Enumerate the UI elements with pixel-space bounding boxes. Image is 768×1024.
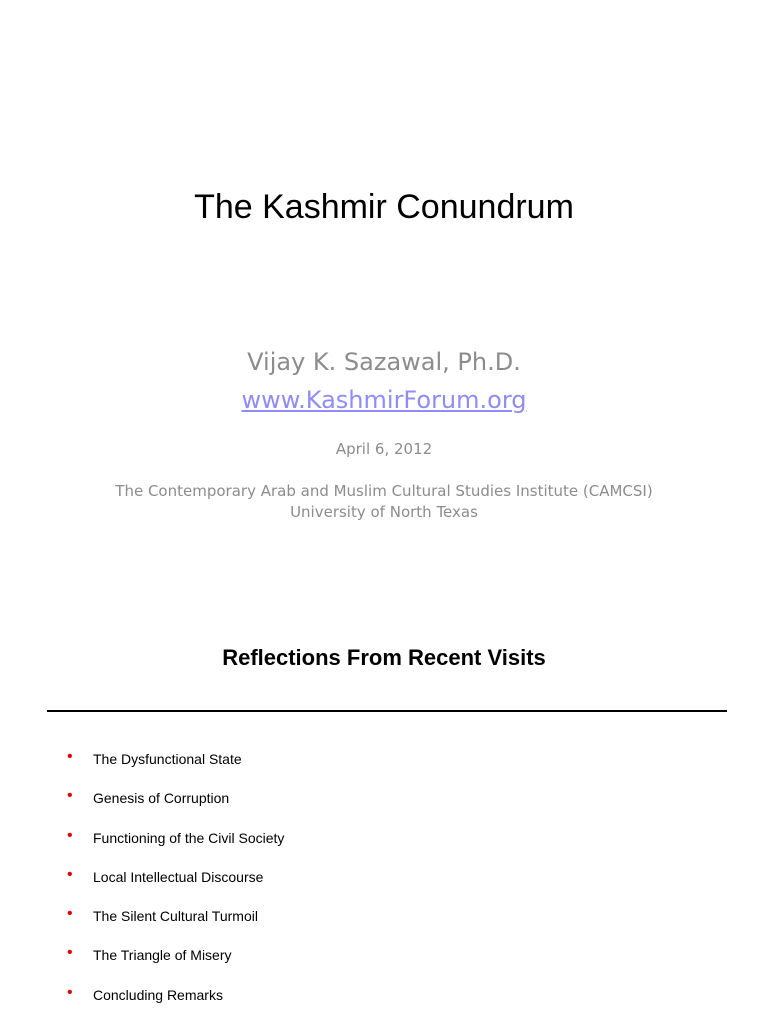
list-item-label: The Silent Cultural Turmoil <box>93 908 258 925</box>
website-line <box>0 382 768 418</box>
list-item <box>0 866 768 905</box>
list-item-label: Functioning of the Civil Society <box>93 829 285 846</box>
list-item <box>0 984 768 1023</box>
bullet-dot-icon: • <box>67 787 73 805</box>
topic-list <box>0 748 768 1023</box>
bullet-dot-icon: • <box>67 826 73 844</box>
list-item-label: The Triangle of Misery <box>93 947 232 964</box>
list-item <box>0 748 768 787</box>
bullet-dot-icon: • <box>67 748 73 765</box>
list-item <box>0 905 768 944</box>
bullet-dot-icon: • <box>67 944 73 962</box>
list-item-label: Concluding Remarks <box>93 986 223 1003</box>
title-divider <box>47 710 727 712</box>
list-item <box>0 787 768 826</box>
section-title: Reflections From Recent Visits <box>222 645 546 670</box>
list-item-label: The Dysfunctional State <box>93 751 242 767</box>
bullet-dot-icon: • <box>67 905 73 923</box>
institute-block <box>0 481 768 523</box>
website-link[interactable]: www.KashmirForum.org <box>241 386 527 414</box>
list-item-label: Genesis of Corruption <box>93 790 230 807</box>
bullet-dot-icon: • <box>67 865 73 883</box>
list-item-label: Local Intellectual Discourse <box>93 868 264 885</box>
list-item <box>0 944 768 983</box>
institute-name: The Contemporary Arab and Muslim Cultural Studies Institute (CAMCSI) <box>115 482 653 500</box>
presentation-title: The Kashmir Conundrum <box>194 188 574 226</box>
university-name: University of North Texas <box>290 503 478 521</box>
author-name: Vijay K. Sazawal, Ph.D. <box>247 348 521 376</box>
list-item <box>0 827 768 866</box>
bullet-dot-icon: • <box>67 983 73 1001</box>
presentation-date: April 6, 2012 <box>335 440 433 458</box>
